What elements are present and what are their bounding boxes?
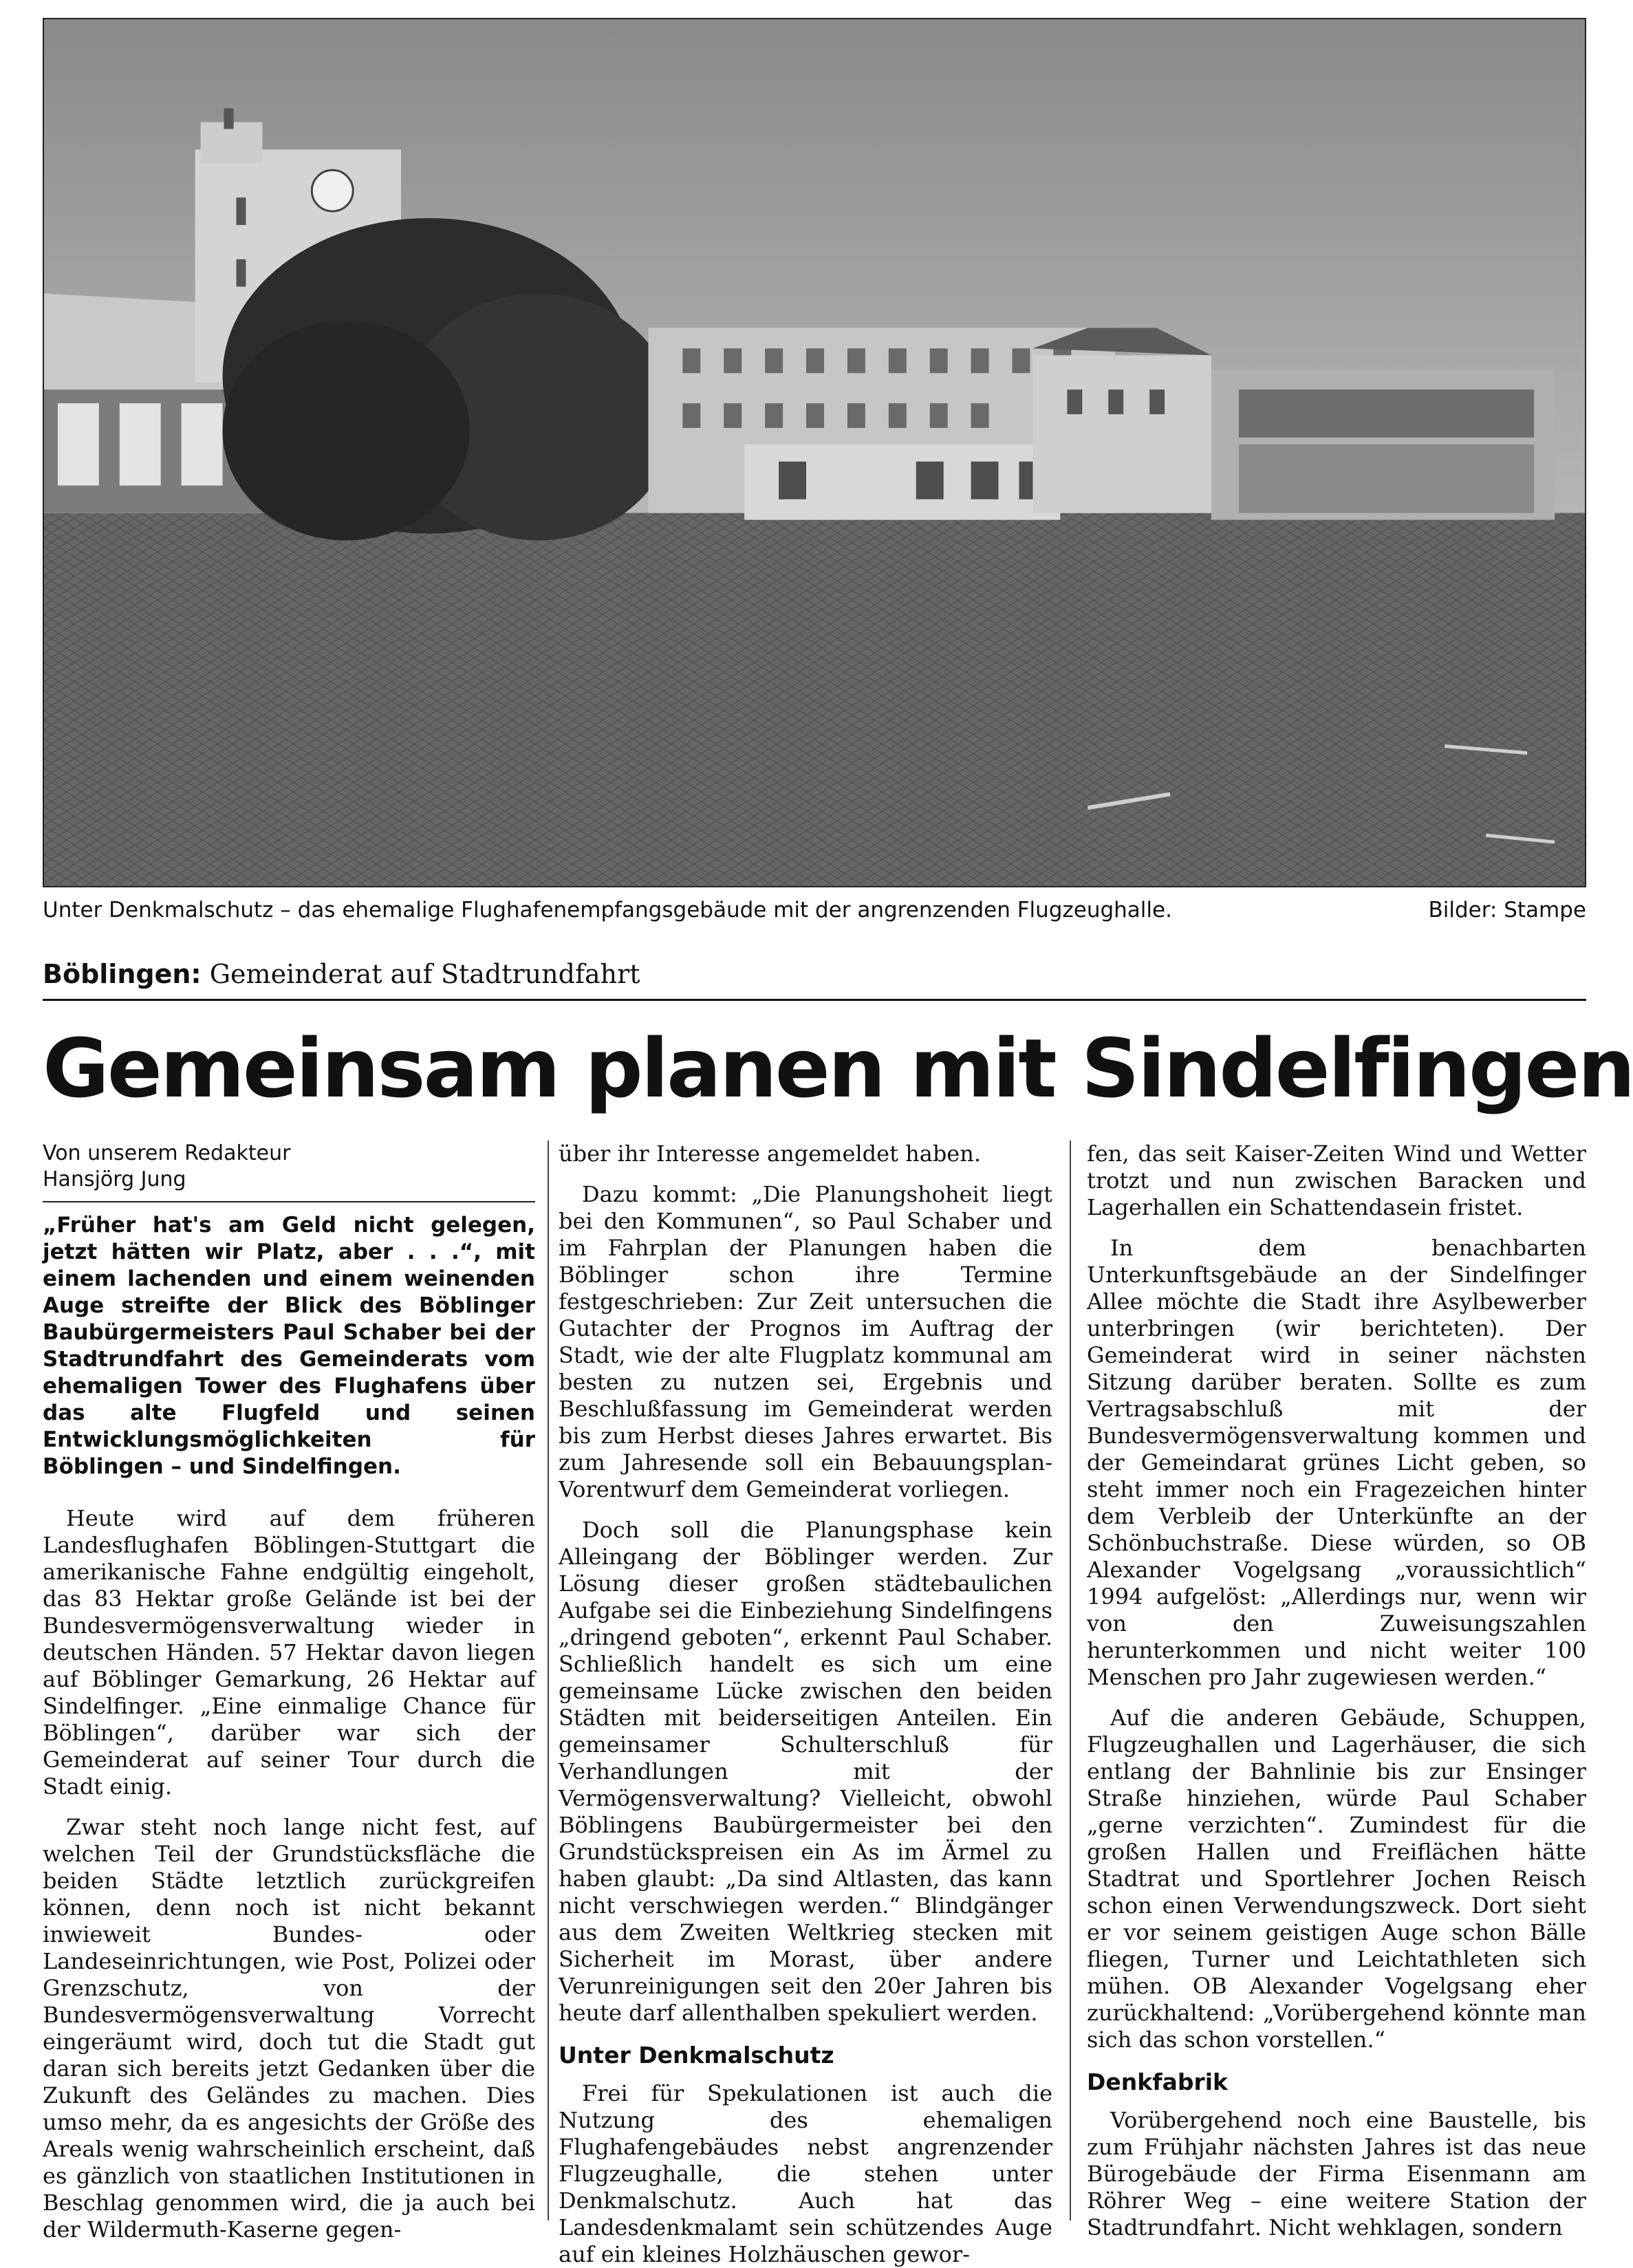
byline xyxy=(43,1141,535,1193)
subheading: Unter Denkmalschutz xyxy=(559,2042,834,2069)
byline-author: Hansjörg Jung xyxy=(43,1167,186,1191)
kicker-rule xyxy=(43,999,1586,1001)
kicker-topic: Gemeinderat auf Stadtrundfahrt xyxy=(209,959,640,989)
headline: Gemeinsam planen mit Sindelfingen xyxy=(43,1021,1633,1116)
article-column-1 xyxy=(43,1141,535,2243)
article-column-3 xyxy=(1087,1141,1586,2240)
byline-rule xyxy=(43,1201,535,1202)
body-paragraph-continued: fen, das seit Kaiser-Zeiten Wind und Wetter trotzt und nun zwischen Baracken und Lagerhallen ein Schattendasein fristet. xyxy=(1087,1141,1586,1220)
body-paragraph: Auf die anderen Gebäude, Schuppen, Flugzeughallen und Lagerhäuser, die sich entlang der Bahnlinie bis zur Ensinger Straße hinziehen, würde Paul Schaber „gerne verzichten“. Zumindest für die großen Hallen und Freiflächen hätte Stadtrat und Sportlehrer Jochen Reisch schon einen Verwendungszweck. Dort sieht er vor seinem geistigen Auge schon Bälle fliegen, Turner und Leichtathleten sich mühen. OB Alexander Vogelgsang eher zurückhaltend: „Vorübergehend könnte man sich das schon vorstellen.“ xyxy=(1087,1705,1586,2053)
body-paragraph: Frei für Spekulationen ist auch die Nutzung des ehemaligen Flughafengebäudes nebst angrenzender Flugzeughalle, die stehen unter Denkmalschutz. Auch hat das Landesdenkmalamt sein schützendes Auge auf ein kleines Holzhäuschen gewor- xyxy=(559,2080,1052,2267)
byline-role: Von unserem Redakteur xyxy=(43,1141,291,1165)
kicker xyxy=(43,956,1586,992)
body-paragraph-continued: über ihr Interesse angemeldet haben. xyxy=(559,1141,982,1167)
photo-caption xyxy=(43,894,1586,926)
body-paragraph: Heute wird auf dem früheren Landesflughafen Böblingen-Stuttgart die amerikanische Fahne endgültig eingeholt, das 83 Hektar große Gelände ist bei der Bundesvermögensverwaltung wieder in deutschen Händen. 57 Hektar davon liegen auf Böblinger Gemarkung, 26 Hektar auf Sindelfinger. „Eine einmalige Chance für Böblingen“, darüber war sich der Gemeinderat auf seiner Tour durch die Stadt einig. xyxy=(43,1505,535,1800)
lead-paragraph: „Früher hat's am Geld nicht gelegen, jetzt hätten wir Platz, aber . . .“, mit einem lachenden und einem weinenden Auge streifte der Blick des Böblinger Baubürgermeisters Paul Schaber bei der Stadtrundfahrt des Gemeinderats vom ehemaligen Tower des Flughafens über das alte Flugfeld und seinen Entwicklungsmöglichkeiten für Böblingen – und Sindelfingen. xyxy=(43,1213,535,1479)
kicker-place: Böblingen: xyxy=(43,959,202,989)
article-column-2 xyxy=(559,1141,1052,2267)
subheading: Denkfabrik xyxy=(1087,2069,1228,2095)
body-paragraph: Dazu kommt: „Die Planungshoheit liegt bei den Kommunen“, so Paul Schaber und im Fahrplan der Planungen haben die Böblinger schon ihre Termine festgeschrieben: Zur Zeit untersuchen die Gutachter der Prognos im Auftrag der Stadt, wie der alte Flugplatz kommunal am besten zu nutzen sei, Ergebnis und Beschlußfassung im Gemeinderat werden bis zum Herbst dieses Jahres erwartet. Bis zum Jahresende soll ein Bebauungsplan-Vorentwurf dem Gemeinderat vorliegen. xyxy=(559,1181,1052,1502)
airport-terminal-photo xyxy=(44,19,1585,886)
body-paragraph: Doch soll die Planungsphase kein Alleingang der Böblinger werden. Zur Lösung dieser großen städtebaulichen Aufgabe sei die Einbeziehung Sindelfingens „dringend geboten“, erkennt Paul Schaber. Schließlich handelt es sich um eine gemeinsame Lücke zwischen den beiden Städten mit beiderseitigen Anteilen. Ein gemeinsamer Schulterschluß für Verhandlungen mit der Vermögensverwaltung? Vielleicht, obwohl Böblingens Baubürgermeister bei den Grundstückspreisen ein As im Ärmel zu haben glaubt: „Da sind Altlasten, das kann nicht verschwiegen werden.“ Blindgänger aus dem Zweiten Weltkrieg stecken mit Sicherheit im Morast, über andere Verunreinigungen seit den 20er Jahren bis heute darf allenthalben spekuliert werden. xyxy=(559,1517,1052,2026)
column-divider xyxy=(548,1141,549,2221)
photo-credit: Bilder: Stampe xyxy=(1428,898,1586,922)
body-paragraph: In dem benachbarten Unterkunftsgebäude an der Sindelfinger Allee möchte die Stadt ihre Asylbewerber unterbringen (wir berichteten). Der Gemeinderat wird in seiner nächsten Sitzung darüber beraten. Sollte es zum Vertragsabschluß mit der Bundesvermögensverwaltung kommen und der Gemeindarat grünes Licht geben, so steht immer noch ein Fragezeichen hinter dem Verbleib der Unterkünfte an der Schönbuchstraße. Diese würden, so OB Alexander Vogelgsang „voraussichtlich“ 1994 aufgelöst: „Allerdings nur, wenn wir von den Zuweisungszahlen herunterkommen und nicht weiter 100 Menschen pro Jahr zugewiesen werden.“ xyxy=(1087,1235,1586,1690)
column-divider xyxy=(1070,1141,1071,2221)
body-paragraph: Zwar steht noch lange nicht fest, auf welchen Teil der Grundstücksfläche die beiden Städte letztlich zurückgreifen können, denn noch ist nicht bekannt inwieweit Bundes- oder Landeseinrichtungen, wie Post, Polizei oder Grenzschutz, von der Bundesvermögensverwaltung Vorrecht eingeräumt wird, doch tut die Stadt gut daran sich bereits jetzt Gedanken über die Zukunft des Geländes zu machen. Dies umso mehr, da es angesichts der Größe des Areals wenig wahrscheinlich erscheint, daß es gänzlich von staatlichen Institutionen in Beschlag genommen wird, die ja auch bei der Wildermuth-Kaserne gegen- xyxy=(43,1814,535,2243)
body-paragraph: Vorübergehend noch eine Baustelle, bis zum Frühjahr nächsten Jahres ist das neue Bürogebäude der Firma Eisenmann am Röhrer Weg – eine weitere Station der Stadtrundfahrt. Nicht wehklagen, sondern xyxy=(1087,2107,1586,2240)
caption-text: Unter Denkmalschutz – das ehemalige Flughafenempfangsgebäude mit der angrenzenden Flugzeughalle. xyxy=(43,898,1172,922)
article-photo xyxy=(43,18,1586,887)
